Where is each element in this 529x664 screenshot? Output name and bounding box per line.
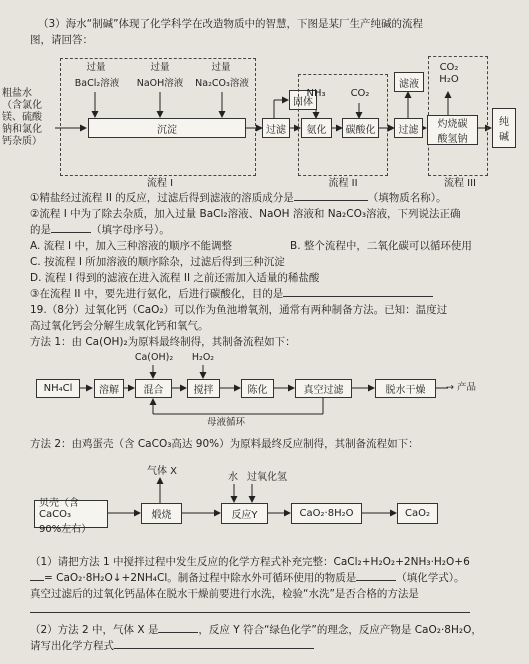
filter-2-box: 过滤 [394,118,423,138]
solid-box: 固体 [289,90,317,110]
reagent-1-name: BaCl₂溶液 [74,78,120,89]
q3-sub2a: ②流程 I 中为了除去杂质，加入过量 BaCl₂溶液、NaOH 溶液和 Na₂CO₃溶液，下列说法正确 [30,208,461,220]
flow-3-label: 流程 III [443,178,477,189]
q19-stem-2: 高过氧化钙会分解生成氧化钙和氧气。 [30,320,209,332]
option-b: B. 整个流程中，二氧化碳可以循环使用 [290,240,472,252]
q3-sub2b-text: 的是 [30,224,51,236]
cao2-8h2o-box: CaO₂·8H₂O [291,503,362,524]
q19-sub1-line2 [30,572,465,585]
calcine-line: 酸氢钠 [437,134,468,145]
answer-blank[interactable] [30,612,470,613]
q3-sub3-text: ③在流程 II 中，要先进行氨化，后进行碳酸化，目的是 [30,288,284,300]
reagent-2-name: NaOH溶液 [136,78,184,89]
answer-blank[interactable] [30,580,44,581]
raw-line: 钠和氯化 [2,124,42,135]
raw-line: 粗盐水 [2,88,32,99]
soda-line: 纯 [499,117,509,128]
nh3-label: NH₃ [306,88,326,99]
method-1-label: 方法 1：由 Ca(OH)₂为原料最终制得，其制备流程如下： [30,336,296,348]
mix-box: 混合 [135,379,172,398]
co2-label: CO₂ [350,88,370,99]
raw-line: 钙杂质） [2,136,42,147]
reaction-y-box: 反应Y [221,503,268,524]
gas-x-label: 气体 X [146,466,178,477]
h2o2-label-2: 过氧化氢 [247,472,287,483]
q19-sub2-mid: ，反应 Y 符合“绿色化学”的理念，反应产物是 CaO₂·8H₂O， [198,624,482,636]
filter-1-box: 过滤 [262,118,290,138]
answer-blank[interactable] [356,580,396,581]
reagent-3-top: 过量 [211,62,231,73]
mother-liquor-label: 母液循环 [206,417,245,428]
ammoniate-box: 氨化 [301,118,332,138]
q3-sub1-tail: （填物质名称）。 [367,192,447,204]
dewater-dry-box: 脱水干燥 [375,379,436,398]
calcine-line: 灼烧碳 [437,119,468,130]
raw-line: 镁、硫酸 [2,112,42,123]
product-label: → 产品 [446,382,476,393]
nh4cl-box: NH₄Cl [36,379,80,398]
h2o-product: H₂O [439,74,459,85]
q19-stem-1: 19.（8分）过氧化钙（CaO₂）可以作为鱼池增氧剂，通常有两种制备方法。已知：温度过 [30,304,448,316]
shell-line: 贝壳（含CaCO₃ [39,497,79,520]
q3-sub2b-tail: （填字母序号）。 [91,224,170,236]
vacuum-filter-box: 真空过滤 [295,379,352,398]
flow-1-label: 流程 I [146,178,174,189]
q19-sub2-line1 [30,624,482,637]
soda-line: 碱 [499,132,509,143]
q19-sub2-text: （2）方法 2 中，气体 X 是 [30,624,159,636]
caoh2-label: Ca(OH)₂ [134,352,174,363]
dissolve-box: 溶解 [94,379,124,398]
carbonate-box: 碳酸化 [342,118,379,138]
option-d: D. 流程 I 得到的滤液在进入流程 II 之前还需加入适量的稀盐酸 [30,272,320,284]
flow-2-label: 流程 II [328,178,358,189]
option-c: C. 按流程 I 所加溶液的顺序除杂，过滤后得到三种沉淀 [30,256,285,268]
calcine-2-box: 煅烧 [141,503,182,524]
cao2-box: CaO₂ [397,503,438,524]
precipitation-box: 沉淀 [88,118,246,138]
q19-sub1-line1: （1）请把方法 1 中搅拌过程中发生反应的化学方程式补充完整：CaCl₂+H₂O₂+2NH₃·H₂O+6 [30,556,470,568]
shell-line: 90%左右） [39,523,92,535]
co2-product: CO₂ [439,62,459,73]
option-a: A. 流程 I 中，加入三种溶液的顺序不能调整 [30,240,232,252]
q3-intro-line2: 图，请回答： [30,34,93,46]
q19-sub1-line2-text: = CaO₂·8H₂O↓+2NH₄Cl。制备过程中除水外可循环使用的物质是 [44,572,357,584]
q19-sub1-line4 [30,604,470,617]
q3-sub1-text: ①精盐经过流程 II 的反应，过滤后得到滤液的溶质成分是 [30,192,294,204]
q19-sub2-line2 [30,640,314,653]
answer-blank[interactable] [158,632,198,633]
h2o2-label: H₂O₂ [191,352,215,363]
reagent-3-name: Na₂CO₃溶液 [195,78,249,89]
method-2-label: 方法 2：由鸡蛋壳（含 CaCO₃高达 90%）为原料最终反应制得，其制备流程如下： [30,438,419,450]
raw-line: （含氯化 [2,100,42,111]
q3-intro-line1: （3）海水“制碱”体现了化学科学在改造物质中的智慧，下图是某厂生产纯碱的流程 [38,18,424,30]
q19-sub1-line2-tail: （填化学式）。 [396,572,465,584]
aging-box: 陈化 [241,379,274,398]
answer-blank[interactable] [114,648,314,649]
stir-box: 搅拌 [187,379,220,398]
q19-sub2-line2-text: 请写出化学方程式 [30,640,114,652]
water-label: 水 [228,472,238,483]
filtrate-box: 滤液 [394,72,424,92]
reagent-2-top: 过量 [150,62,170,73]
reagent-1-top: 过量 [86,62,106,73]
shell-box [34,497,108,535]
q19-sub1-line3: 真空过滤后的过氧化钙晶体在脱水干燥前要进行水洗，检验“水洗”是否合格的方法是 [30,588,419,600]
